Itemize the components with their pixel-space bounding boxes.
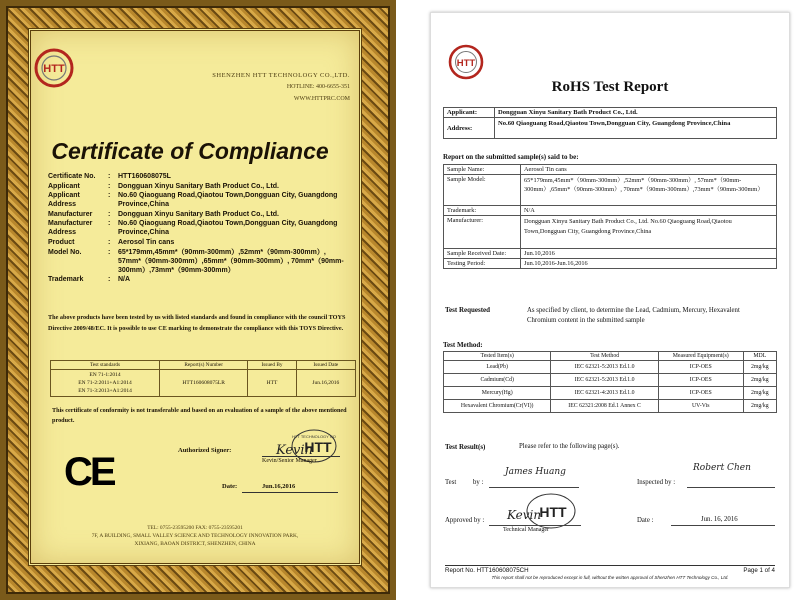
signer-title: Kevin/Senior Manager: [262, 458, 317, 464]
svg-text:HTT: HTT: [456, 58, 476, 69]
tester-signature: James Huang: [505, 467, 566, 477]
svg-text:HTT TECHNOLOGY CO: HTT TECHNOLOGY CO: [292, 434, 336, 439]
table-header-row: Test standards Report(s) Number Issued By Issued Date: [51, 361, 356, 370]
table-row: Hexavalent Chromium(Cr(VI)) IEC 62321:2008 Ed.1 Annex C UV-Vis 2mg/kg: [444, 400, 777, 413]
report-title: RoHS Test Report: [551, 79, 669, 95]
table-row: Sample Received Date: Jun.10,2016: [444, 249, 777, 259]
inspector-signature: Robert Chen: [693, 463, 751, 473]
certificate-title: Certificate of Compliance: [51, 138, 329, 164]
table-row: Applicant: Dongguan Xinyu Sanitary Bath Product Co., Ltd.: [444, 108, 777, 118]
table-row: Mercury(Hg) IEC 62321-4:2013 Ed.1.0 ICP-OES 2mg/kg: [444, 387, 777, 400]
svg-text:Kevin: Kevin: [276, 443, 313, 458]
transfer-note: This certificate of conformity is not transferable and based on an evaluation of a sample of the above mentioned product.: [52, 407, 347, 424]
sample-heading: Report on the submitted sample(s) said to be:: [443, 153, 579, 161]
test-requested-label: Test Requested: [445, 306, 491, 314]
report-date: Jun. 16, 2016: [701, 516, 738, 523]
signature-line: [489, 487, 579, 488]
certificate-fields: [48, 172, 348, 285]
field-row: Model No. : 65*179mm,45mm*（90mm-300mm）,52mm*（90mm-300mm）, 57mm*（90mm-300mm）,65mm*（90mm-300mm）, 70mm*（90mm-300mm）,73mm*（90mm-300mm）: [48, 248, 344, 274]
website: WWW.HTTPRC.COM: [293, 96, 350, 102]
field-row: Trademark : N/A: [48, 276, 131, 284]
table-header-row: Tested Item(s) Test Method Measured Equipment(s) MDL: [444, 352, 777, 361]
test-requested-text: As specified by client, to determine the Lead, Cadmium, Mercury, Hexavalent Chromium content in the submitted sample: [527, 307, 740, 324]
field-row: Manufacturer Address : No.60 Qiaoguang Road,Qiaotou Town,Dongguan City, Guangdong Province,China: [48, 220, 338, 237]
signature-line: [262, 456, 340, 457]
htt-logo-icon: [32, 46, 76, 90]
table-row: Sample Model: 65*179mm,45mm*（90mm-300mm）,52mm*（90mm-300mm）, 57mm*（90mm-300mm）,65mm*（90mm-300mm）, 70mm*（90mm-300mm）,73mm*（90mm-300mm）: [444, 175, 777, 206]
date-line: [671, 525, 775, 526]
signature-line: [489, 525, 581, 526]
svg-text:Kevin: Kevin: [507, 508, 542, 522]
table-row: Cadmium(Cd) IEC 62321-5:2013 Ed.1.0 ICP-OES 2mg/kg: [444, 374, 777, 387]
test-results-text: Please refer to the following page(s).: [519, 443, 620, 450]
date-label: Date:: [222, 483, 238, 490]
test-results-label: Test Result(s): [445, 443, 486, 451]
table-row: Manufacturer: Dongguan Xinyu Sanitary Bath Product Co., Ltd. No.60 Qiaoguang Road,Qiaotou Town,Dongguan City, Guangdong Province,China: [444, 216, 777, 249]
report-disclaimer: This report shall not be reproduced except in full, without the written approval of Shenzhen HTT Technology Co., Ltd.: [491, 575, 729, 580]
date-line: [242, 492, 338, 493]
test-label: Test: [445, 479, 457, 486]
field-row: Certificate No. : HTT160608075L: [48, 173, 171, 180]
table-row: Sample Name: Aerosol Tin cans: [444, 165, 777, 175]
field-row: Applicant Address : No.60 Qiaoguang Road,Qiaotou Town,Dongguan City, Guangdong Province,China: [48, 192, 338, 209]
certificate-document: [0, 0, 396, 600]
certificate-date: Jun.16,2016: [262, 483, 296, 490]
company-name: SHENZHEN HTT TECHNOLOGY CO.,LTD.: [212, 72, 350, 79]
date-label: Date :: [637, 517, 654, 524]
certificate-footer: TEL: 0755-23595200 FAX: 0755-23595201 7F, A BUILDING, SMALL VALLEY SCIENCE AND TECHNOLOGY INNOVATION PARK, XIXIANG, BAOAN DISTRICT, SHENZHEN, CHINA: [91, 525, 299, 547]
rohs-report-document: [430, 12, 790, 588]
ce-mark-icon: CE: [64, 450, 114, 494]
field-row: Manufacturer : Dongguan Xinyu Sanitary Bath Product Co., Ltd.: [48, 210, 280, 218]
report-footer: Report No. HTT160608075CH Page 1 of 4: [445, 567, 775, 574]
table-row: Lead(Pb) IEC 62321-5:2013 Ed.1.0 ICP-OES 2mg/kg: [444, 361, 777, 374]
field-row: Applicant : Dongguan Xinyu Sanitary Bath Product Co., Ltd.: [48, 182, 280, 190]
svg-text:HTT: HTT: [304, 439, 332, 455]
compliance-notice: The above products have been tested by us with listed standards and found in compliance with the council TOYS Directive 2009/48/EC. It is possible to use CE marking to demonstrate the compliance with this TOYS Directive.: [48, 314, 346, 332]
table-row: Testing Period: Jun.10,2016-Jun.16,2016: [444, 259, 777, 269]
approved-label: Approved by :: [445, 517, 485, 524]
table-row: Trademark: N/A: [444, 206, 777, 216]
test-method-label: Test Method:: [443, 341, 483, 349]
field-row: Product : Aerosol Tin cans: [48, 238, 175, 246]
inspected-label: Inspected by :: [637, 479, 676, 486]
signature-line: [687, 487, 775, 488]
authorized-signer-label: Authorized Signer:: [178, 447, 232, 454]
standards-table: [50, 360, 356, 397]
table-row: Address: No.60 Qiaoguang Road,Qiaotou Town,Dongguan City, Guangdong Province,China: [444, 118, 777, 139]
approver-title: Technical Manager: [503, 527, 550, 533]
test-method-table: [443, 351, 777, 413]
htt-logo-icon: [447, 43, 485, 81]
svg-text:HTT: HTT: [43, 63, 65, 75]
svg-text:HTT: HTT: [539, 504, 567, 520]
sample-table: [443, 164, 777, 269]
test-by-label: by :: [473, 479, 484, 486]
table-row: EN 71-1:2014 EN 71-2:2011+A1:2014 EN 71-3:2013+A1:2014 HTT160608075LR HTT Jun.16,2016: [51, 370, 356, 397]
applicant-table: [443, 107, 777, 139]
hotline: HOTLINE: 400-6655-351: [286, 84, 350, 90]
